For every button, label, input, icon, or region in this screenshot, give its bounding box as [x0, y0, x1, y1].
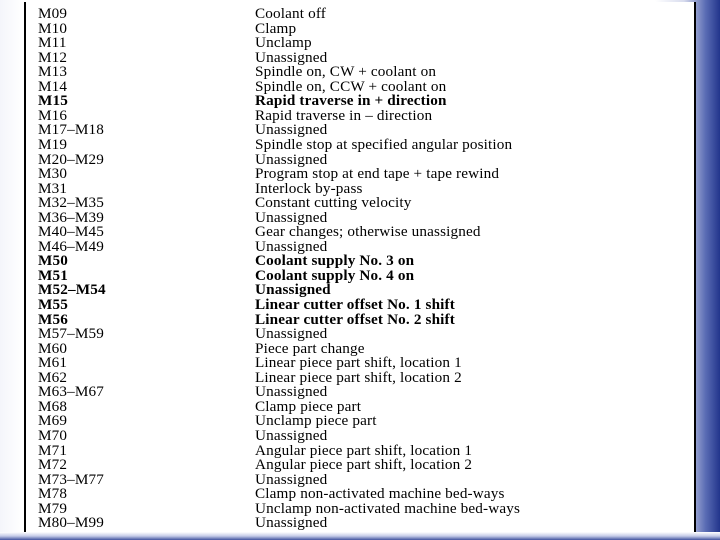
m-code: M15	[38, 92, 68, 110]
m-code: M68	[38, 397, 68, 415]
m-code-function: Unassigned	[255, 281, 331, 299]
table-row	[26, 19, 694, 37]
m-code: M78	[38, 485, 68, 503]
m-code: M70	[38, 426, 68, 444]
table-row	[26, 225, 694, 240]
table-row	[26, 499, 694, 517]
m-code-function: Unassigned	[255, 121, 328, 139]
m-code: M73–M77	[38, 470, 105, 488]
m-code: M13	[38, 63, 68, 81]
table-row	[26, 36, 694, 51]
m-code: M62	[38, 368, 68, 386]
m-code: M32–M35	[38, 194, 105, 212]
slide-bottom-border	[0, 532, 720, 540]
m-code-function: Linear piece part shift, location 2	[255, 368, 462, 386]
m-code: M71	[38, 441, 68, 459]
m-code-function: Coolant off	[255, 5, 326, 22]
m-code-function: Piece part change	[255, 339, 365, 357]
m-code-function: Unassigned	[255, 325, 328, 343]
m-code-function: Program stop at end tape + tape rewind	[255, 165, 500, 183]
m-code: M30	[38, 165, 68, 183]
m-code: M17–M18	[38, 121, 105, 139]
m-code: M60	[38, 339, 68, 357]
table-row	[26, 135, 694, 153]
m-code: M11	[38, 34, 67, 52]
m-code-function: Clamp piece part	[255, 397, 362, 415]
m-code-function: Unassigned	[255, 237, 328, 255]
m-code: M63–M67	[38, 383, 105, 401]
m-code-function: Linear cutter offset No. 1 shift	[255, 296, 455, 313]
table-row	[26, 516, 694, 531]
table-row	[26, 106, 694, 124]
m-code-function: Constant cutting velocity	[255, 194, 412, 212]
m-code-function: Unclamp piece part	[255, 412, 377, 430]
m-code: M56	[38, 310, 68, 328]
m-code-function: Unassigned	[255, 514, 328, 532]
m-code: M51	[38, 266, 68, 284]
m-code-function: Clamp non-activated machine bed-ways	[255, 485, 505, 503]
m-code: M12	[38, 48, 68, 66]
table-row	[26, 414, 694, 429]
m-code-function: Unassigned	[255, 208, 328, 226]
m-code-function: Interlock by-pass	[255, 179, 363, 197]
m-code: M80–M99	[38, 514, 105, 532]
m-code-function: Rapid traverse in + direction	[255, 92, 447, 110]
table-row	[26, 196, 694, 211]
m-code: M10	[38, 19, 68, 37]
m-code-function: Unassigned	[255, 470, 328, 488]
m-code: M50	[38, 252, 68, 270]
table-row	[26, 458, 694, 473]
m-code: M46–M49	[38, 237, 105, 255]
m-code: M16	[38, 106, 68, 124]
table-row	[26, 310, 694, 328]
m-code: M61	[38, 354, 68, 372]
m-code-function: Unassigned	[255, 48, 328, 66]
m-code: M19	[38, 135, 68, 153]
m-code-function: Rapid traverse in – direction	[255, 106, 433, 124]
m-code-function: Unassigned	[255, 426, 328, 444]
m-code: M55	[38, 296, 68, 313]
m-code-function: Coolant supply No. 3 on	[255, 252, 415, 270]
m-code-function: Spindle stop at specified angular position	[255, 135, 513, 153]
m-code-function: Spindle on, CW + coolant on	[255, 63, 437, 81]
m-code: M69	[38, 412, 68, 430]
m-code-function: Unassigned	[255, 383, 328, 401]
m-code-function: Coolant supply No. 4 on	[255, 266, 415, 284]
m-code: M20–M29	[38, 150, 105, 168]
m-code-function: Unclamp	[255, 34, 312, 52]
m-code: M14	[38, 77, 68, 95]
m-code: M79	[38, 499, 68, 517]
m-code-function: Spindle on, CCW + coolant on	[255, 77, 447, 95]
m-code-function: Angular piece part shift, location 2	[255, 456, 473, 474]
m-code: M36–M39	[38, 208, 105, 226]
m-code-function: Clamp	[255, 19, 297, 37]
table-row	[26, 368, 694, 386]
table-row	[26, 7, 694, 22]
m-code-function: Unassigned	[255, 150, 328, 168]
m-code-function: Linear cutter offset No. 2 shift	[255, 310, 455, 328]
m-code-function: Linear piece part shift, location 1	[255, 354, 462, 372]
m-code: M57–M59	[38, 325, 105, 343]
m-code: M52–M54	[38, 281, 106, 299]
m-code-function: Angular piece part shift, location 1	[255, 441, 473, 459]
m-code-function: Unclamp non-activated machine bed-ways	[255, 499, 521, 517]
m-code-table	[24, 2, 696, 532]
table-row	[26, 266, 694, 284]
m-code-function: Gear changes; otherwise unassigned	[255, 223, 481, 241]
m-code: M72	[38, 456, 68, 474]
m-code: M31	[38, 179, 68, 197]
m-code: M09	[38, 5, 68, 22]
m-code: M40–M45	[38, 223, 105, 241]
